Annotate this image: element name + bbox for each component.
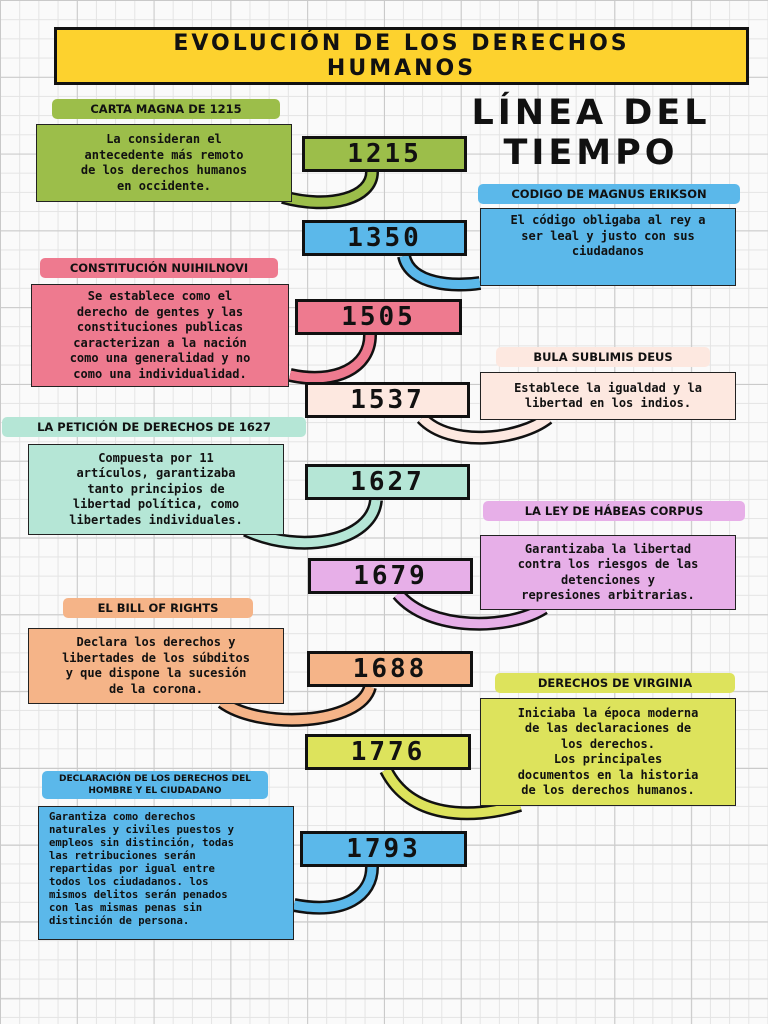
year-marker-1688: 1688 — [307, 651, 473, 687]
event-label-1688: EL BILL OF RIGHTS — [63, 598, 253, 618]
year-marker-1793: 1793 — [300, 831, 467, 867]
event-label-1627: LA PETICIÓN DE DERECHOS DE 1627 — [2, 417, 306, 437]
event-label-1505: CONSTITUCIÓN NUIHILNOVI — [40, 258, 278, 278]
connector-outline-9 — [294, 867, 372, 908]
event-label-1350: CODIGO DE MAGNUS ERIKSON — [478, 184, 740, 204]
event-description-1793: Garantiza como derechos naturales y civiles puestos y empleos sin distinción, todas las retribuciones serán repartidas por igual entre todos los ciudadanos. los mismos delitos serán penados con las mismas penas sin distinción de persona. — [38, 806, 294, 940]
connector-outline-3 — [290, 335, 370, 378]
event-label-1793: DECLARACIÓN DE LOS DERECHOS DEL HOMBRE Y EL CIUDADANO — [42, 771, 268, 799]
event-label-1537: BULA SUBLIMIS DEUS — [496, 347, 710, 367]
event-label-1776: DERECHOS DE VIRGINIA — [495, 673, 735, 693]
event-description-1505: Se establece como el derecho de gentes y las constituciones publicas caracterizan a la nación como una generalidad y no como una individualidad. — [31, 284, 289, 387]
year-marker-1776: 1776 — [305, 734, 471, 770]
event-label-1215: CARTA MAGNA DE 1215 — [52, 99, 280, 119]
event-description-1537: Establece la igualdad y la libertad en los indios. — [480, 372, 736, 420]
event-description-1688: Declara los derechos y libertades de los súbditos y que dispone la sucesión de la corona. — [28, 628, 284, 704]
page-title: EVOLUCIÓN DE LOS DERECHOS HUMANOS — [54, 27, 749, 85]
year-marker-1350: 1350 — [302, 220, 467, 256]
event-description-1679: Garantizaba la libertad contra los riesgos de las detenciones y represiones arbitrarias. — [480, 535, 736, 610]
event-description-1215: La consideran el antecedente más remoto de los derechos humanos en occidente. — [36, 124, 292, 202]
year-marker-1537: 1537 — [305, 382, 470, 418]
year-marker-1505: 1505 — [295, 299, 462, 335]
timeline-heading — [446, 93, 736, 173]
event-description-1627: Compuesta por 11 artículos, garantizaba tanto principios de libertad política, como libertades individuales. — [28, 444, 284, 535]
year-marker-1215: 1215 — [302, 136, 467, 172]
event-label-1679: LA LEY DE HÁBEAS CORPUS — [483, 501, 745, 521]
year-marker-1627: 1627 — [305, 464, 470, 500]
timeline-heading-line2: TIEMPO — [503, 133, 679, 173]
event-description-1776: Iniciaba la época moderna de las declaraciones de los derechos. Los principales documentos en la historia de los derechos humanos. — [480, 698, 736, 806]
timeline-heading-line1: LÍNEA DEL — [471, 93, 711, 133]
year-marker-1679: 1679 — [308, 558, 473, 594]
event-description-1350: El código obligaba al rey a ser leal y justo con sus ciudadanos — [480, 208, 736, 286]
